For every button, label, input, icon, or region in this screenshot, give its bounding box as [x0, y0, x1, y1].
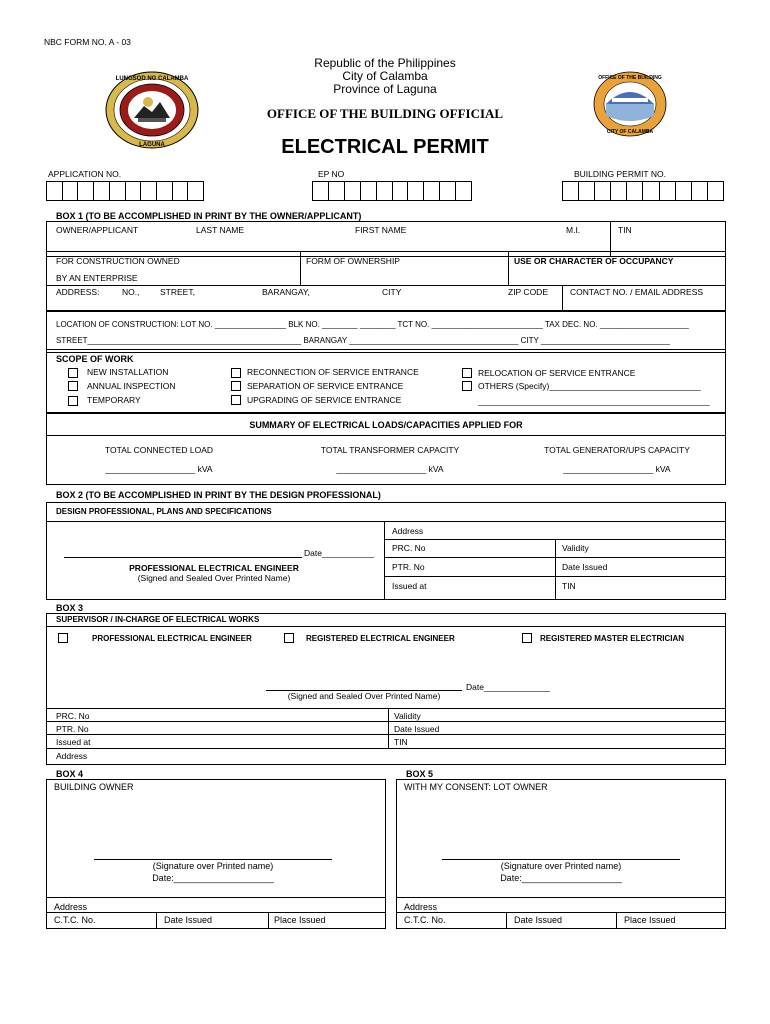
building-office-seal-logo — [592, 70, 668, 138]
address-street-label: STREET, — [160, 287, 195, 297]
box3-subtitle: SUPERVISOR / IN-CHARGE OF ELECTRICAL WORKS — [56, 615, 260, 624]
upgrading-checkbox[interactable] — [231, 395, 241, 405]
document-title: ELECTRICAL PERMIT — [281, 136, 489, 158]
box4-date-field[interactable]: Date:____________________ — [152, 873, 274, 883]
box2-date-field[interactable]: Date___________ — [304, 548, 374, 558]
box3-ptr-label: PTR. No — [56, 724, 89, 734]
supervisor-pee-checkbox[interactable] — [58, 633, 68, 643]
total-generator-label: TOTAL GENERATOR/UPS CAPACITY — [544, 445, 690, 455]
city-line: City of Calamba — [342, 69, 428, 83]
box3-prc-label: PRC. No — [56, 711, 90, 721]
building-permit-no-label: BUILDING PERMIT NO. — [574, 169, 666, 179]
box2-issued-at-label: Issued at — [392, 581, 427, 591]
republic-line: Republic of the Philippines — [314, 56, 456, 70]
supervisor-option-ree: REGISTERED ELECTRICAL ENGINEER — [306, 634, 455, 643]
supervisor-option-rme: REGISTERED MASTER ELECTRICIAN — [540, 634, 685, 643]
scope-option-upgrading: UPGRADING OF SERVICE ENTRANCE — [247, 395, 402, 405]
by-enterprise-label: BY AN ENTERPRISE — [56, 273, 138, 283]
summary-title: SUMMARY OF ELECTRICAL LOADS/CAPACITIES APPLIED FOR — [249, 420, 523, 430]
address-no-label: NO., — [122, 287, 140, 297]
svg-text:LUNGSOD NG CALAMBA: LUNGSOD NG CALAMBA — [115, 76, 189, 82]
box3-date-field[interactable]: Date______________ — [466, 682, 551, 692]
scope-option-annual: ANNUAL INSPECTION — [87, 381, 176, 391]
box3-tin-label: TIN — [394, 737, 408, 747]
others-line-2: _________________________________________________ — [478, 396, 710, 406]
box4-ctc-label: C.T.C. No. — [54, 915, 96, 925]
box2-address-label: Address — [392, 526, 424, 536]
others-checkbox[interactable] — [462, 381, 472, 391]
mi-label: M.I. — [566, 225, 581, 235]
province-line: Province of Laguna — [333, 82, 437, 96]
box5-date-field[interactable]: Date:____________________ — [500, 873, 622, 883]
address-label: ADDRESS: — [56, 287, 100, 297]
box4-title: BOX 4 — [56, 769, 84, 779]
scope-option-temporary: TEMPORARY — [87, 395, 141, 405]
supervisor-rme-checkbox[interactable] — [522, 633, 532, 643]
box2-signed-label: (Signed and Sealed Over Printed Name) — [137, 573, 291, 583]
box3-date-issued-label: Date Issued — [394, 724, 440, 734]
box1-title: BOX 1 (TO BE ACCOMPLISHED IN PRINT BY THE OWNER/APPLICANT) — [56, 211, 362, 221]
box4-place-issued-label: Place Issued — [274, 915, 326, 925]
scope-title: SCOPE OF WORK — [56, 354, 134, 364]
box2-tin-label: TIN — [562, 581, 576, 591]
application-no-field[interactable] — [46, 181, 204, 201]
svg-text:CITY OF CALAMBA: CITY OF CALAMBA — [606, 129, 654, 135]
total-connected-load-field[interactable]: ___________________ kVA — [105, 464, 213, 474]
scope-option-separation: SEPARATION OF SERVICE ENTRANCE — [247, 381, 404, 391]
box2-pee-label: PROFESSIONAL ELECTRICAL ENGINEER — [129, 563, 299, 573]
box2-date-issued-label: Date Issued — [562, 562, 608, 572]
svg-text:OFFICE OF THE BUILDING: OFFICE OF THE BUILDING — [598, 75, 662, 81]
box3-issued-at-label: Issued at — [56, 737, 91, 747]
form-number: NBC FORM NO. A - 03 — [44, 37, 131, 47]
supervisor-option-pee: PROFESSIONAL ELECTRICAL ENGINEER — [92, 634, 252, 643]
scope-option-new: NEW INSTALLATION — [87, 367, 169, 377]
tin-label: TIN — [618, 225, 632, 235]
box3-signed-label: (Signed and Sealed Over Printed Name) — [287, 691, 441, 701]
last-name-label: LAST NAME — [196, 225, 245, 235]
box4-building-owner-label: BUILDING OWNER — [54, 782, 134, 792]
use-character-label: USE OR CHARACTER OF OCCUPANCY — [514, 256, 674, 266]
first-name-label: FIRST NAME — [355, 225, 407, 235]
address-barangay-label: BARANGAY, — [262, 287, 310, 297]
box4-block — [46, 779, 386, 929]
scope-option-relocation: RELOCATION OF SERVICE ENTRANCE — [478, 368, 636, 378]
ep-no-label: EP NO — [318, 169, 345, 179]
total-transformer-field[interactable]: ___________________ kVA — [336, 464, 444, 474]
separation-checkbox[interactable] — [231, 381, 241, 391]
zip-code-label: ZIP CODE — [508, 287, 548, 297]
owner-applicant-label: OWNER/APPLICANT — [56, 225, 139, 235]
total-transformer-label: TOTAL TRANSFORMER CAPACITY — [320, 445, 460, 455]
temporary-checkbox[interactable] — [68, 396, 78, 406]
annual-inspection-checkbox[interactable] — [68, 381, 78, 391]
box3-address-label: Address — [56, 751, 88, 761]
scope-option-others: OTHERS (Specify)________________________________ — [478, 381, 701, 391]
location-line-2: STREET________________________________________________ BARANGAY ______________________________________ CITY _____________________________ — [56, 336, 670, 345]
office-title: OFFICE OF THE BUILDING OFFICIAL — [266, 106, 504, 121]
box5-lot-owner-label: WITH MY CONSENT: LOT OWNER — [404, 782, 548, 792]
box5-date-issued-label: Date Issued — [514, 915, 563, 925]
box3-title: BOX 3 — [56, 603, 84, 613]
box5-address-label: Address — [404, 902, 438, 912]
box2-ptr-label: PTR. No — [392, 562, 425, 572]
box5-signature-label: (Signature over Printed name) — [500, 861, 622, 871]
location-line-1: LOCATION OF CONSTRUCTION: LOT NO. ________________ BLK NO. ________ ________ TCT NO. _________________________ TAX DEC. NO. ____________________ — [56, 320, 689, 329]
contact-label: CONTACT NO. / EMAIL ADDRESS — [570, 287, 704, 297]
application-no-label: APPLICATION NO. — [48, 169, 122, 179]
box4-signature-label: (Signature over Printed name) — [152, 861, 274, 871]
box5-title: BOX 5 — [406, 769, 434, 779]
box2-subtitle: DESIGN PROFESSIONAL, PLANS AND SPECIFICATIONS — [56, 507, 272, 516]
scope-option-reconnection: RECONNECTION OF SERVICE ENTRANCE — [247, 367, 419, 377]
total-generator-field[interactable]: ___________________ kVA — [563, 464, 671, 474]
relocation-checkbox[interactable] — [462, 368, 472, 378]
box2-prc-label: PRC. No — [392, 543, 426, 553]
new-installation-checkbox[interactable] — [68, 368, 78, 378]
box4-date-issued-label: Date Issued — [164, 915, 213, 925]
supervisor-ree-checkbox[interactable] — [284, 633, 294, 643]
ep-no-field[interactable] — [312, 181, 472, 201]
city-seal-logo — [104, 70, 200, 150]
svg-text:LAGUNA: LAGUNA — [139, 142, 165, 148]
reconnection-checkbox[interactable] — [231, 368, 241, 378]
total-connected-load-label: TOTAL CONNECTED LOAD — [105, 445, 213, 455]
location-block — [46, 311, 726, 353]
address-city-label: CITY — [382, 287, 402, 297]
for-construction-label: FOR CONSTRUCTION OWNED — [56, 256, 180, 266]
box5-place-issued-label: Place Issued — [624, 915, 676, 925]
building-permit-no-field[interactable] — [562, 181, 724, 201]
box5-block — [396, 779, 726, 929]
form-of-ownership-label: FORM OF OWNERSHIP — [306, 256, 400, 266]
box2-validity-label: Validity — [562, 543, 589, 553]
box4-address-label: Address — [54, 902, 88, 912]
box3-validity-label: Validity — [394, 711, 421, 721]
box5-ctc-label: C.T.C. No. — [404, 915, 446, 925]
box2-title: BOX 2 (TO BE ACCOMPLISHED IN PRINT BY THE DESIGN PROFESSIONAL) — [56, 490, 381, 500]
